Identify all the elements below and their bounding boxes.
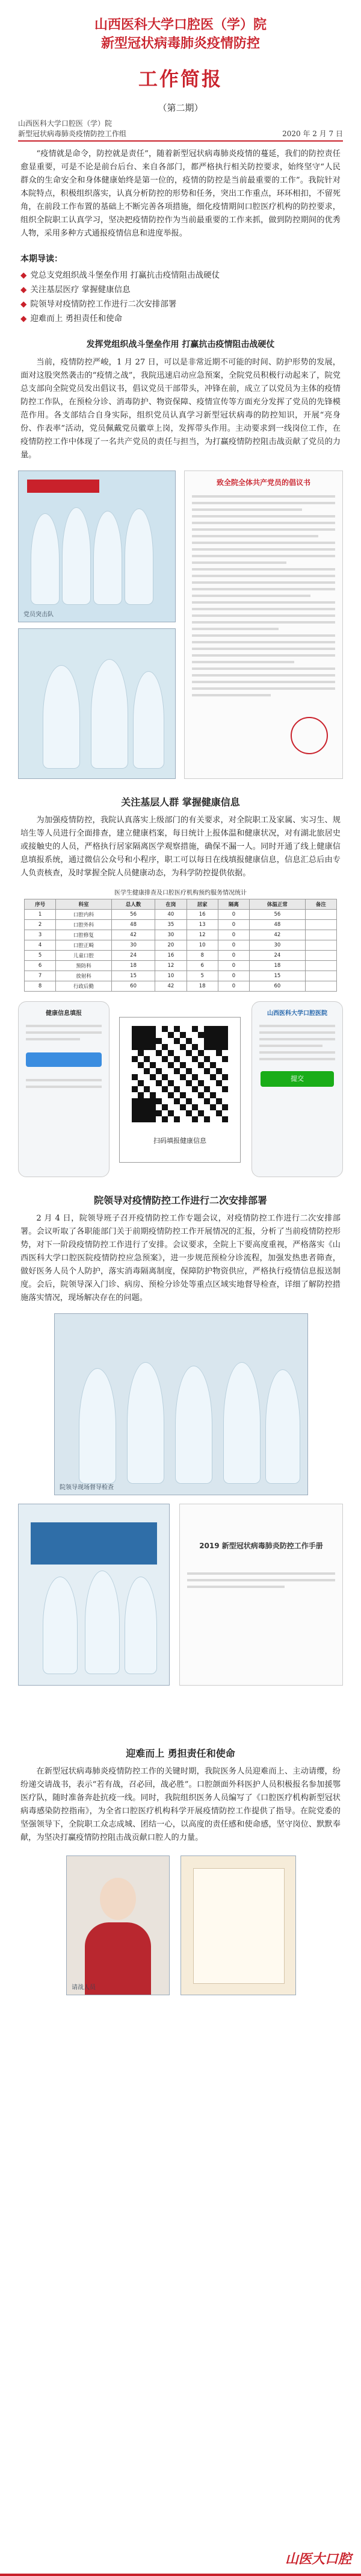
- app-title: 山西医科大学口腔医院: [267, 1010, 327, 1017]
- table-cell: 1: [25, 910, 56, 920]
- toc-item[interactable]: ◆ 党总支党组织战斗堡垒作用 打赢抗击疫情阻击战硬仗: [20, 270, 220, 280]
- table-cell: 42: [155, 981, 187, 992]
- stat-table: [24, 899, 337, 992]
- table-cell: [305, 951, 336, 961]
- section2-paragraph: 为加强疫情防控，我院认真落实上级部门的有关要求，对全院职工及家属、实习生、规培生等人员进行全面排查，建立健康档案，每日统计上报体温和健康状况，对有湖北旅居史或接触史的人员，严格执行居家隔离医学观察措施，确保不漏一人。同时开通了线上健康信息填报系统，通过微信公众号和小程序，职工可以每日在线填报健康信息，信息汇总后由专人负责核查，及时掌握全院人员健康动态，为科学防控提供依据。: [20, 816, 341, 878]
- table-cell: 42: [111, 930, 155, 940]
- diamond-icon: ◆: [20, 285, 27, 295]
- header-divider: [18, 140, 343, 142]
- manual-document: [179, 1504, 343, 1686]
- app-screen: [251, 1001, 343, 1177]
- stat-table-block: [24, 887, 337, 992]
- table-cell: 儿童口腔: [56, 951, 112, 961]
- diamond-icon: ◆: [20, 299, 27, 309]
- table-cell: 口腔修复: [56, 930, 112, 940]
- hospital-logo: 山医大口腔: [285, 2551, 351, 2567]
- qr-code-panel[interactable]: [119, 1017, 241, 1163]
- portrait-photo: [66, 1855, 170, 1995]
- table-cell: 4: [25, 940, 56, 951]
- table-cell: 10: [187, 940, 218, 951]
- table-cell: 8: [25, 981, 56, 992]
- table-cell: 6: [25, 961, 56, 971]
- table-cell: 16: [187, 910, 218, 920]
- table-cell: 42: [250, 930, 306, 940]
- document-title: 2019 新型冠状病毒肺炎防控工作手册: [199, 1542, 323, 1550]
- table-cell: 行政后勤: [56, 981, 112, 992]
- table-cell: 口腔正畸: [56, 940, 112, 951]
- table-cell: 18: [250, 961, 306, 971]
- proposal-document: [184, 470, 343, 779]
- table-cell: 0: [218, 951, 249, 961]
- table-header-row: [25, 899, 337, 910]
- party-team-photo: [18, 470, 176, 622]
- table-cell: 0: [218, 981, 249, 992]
- section1-media: [18, 470, 343, 784]
- table-cell: [305, 971, 336, 981]
- photo-caption: 院领导现场督导检查: [60, 1484, 114, 1491]
- toc-title: 本期导读：: [20, 254, 63, 264]
- photo-caption: 党员突击队: [23, 611, 54, 618]
- table-cell: 18: [111, 961, 155, 971]
- section4-title: 迎难而上 勇担责任和使命: [126, 1748, 235, 1759]
- hospital-name: 山西医科大学口腔医（学）院: [94, 17, 267, 33]
- toc-item[interactable]: ◆ 院领导对疫情防控工作进行二次安排部署: [20, 299, 177, 309]
- section1-paragraph: 当前，疫情防控严峻，1 月 27 日，可以是非常近期不可能的时间、防护形势的发展，面对这股突然袭击的“疫情之战”，我院迅速启动应急预案，全院党员积极行动起来了，院党总支部向全院党员发出倡议书，倡议党员干部带头，冲锋在前，成立了以党员为主体的疫情防控工作队，在预检分诊、消毒防护、物资保障、疫情宣传等方面充分发挥了党员的先锋模范作用。各支部结合自身实际，组织党员认真学习新型冠状病毒的防控知识，开展“亮身份、作表率”活动，党员佩戴党员徽章上岗，发挥带头作用。主动要求到一线岗位工作，在疫情防控工作中体现了一名共产党员的责任与担当，为打赢疫情防控阻击战贡献了党员的力量。: [20, 358, 341, 460]
- table-cell: 60: [250, 981, 306, 992]
- bulletin-title: 工作简报: [138, 67, 223, 90]
- meta-block: [18, 119, 343, 139]
- table-row: [25, 981, 337, 992]
- table-row: [25, 951, 337, 961]
- table-cell: 0: [218, 961, 249, 971]
- section4-media: [18, 1855, 343, 2036]
- table-header: 体温正常: [250, 899, 306, 910]
- table-cell: 15: [111, 971, 155, 981]
- section2-media: [18, 1001, 343, 1182]
- table-cell: 15: [250, 971, 306, 981]
- table-cell: 30: [155, 930, 187, 940]
- toc-list: [20, 268, 341, 326]
- table-cell: 10: [155, 971, 187, 981]
- table-row: [25, 961, 337, 971]
- table-cell: 48: [250, 920, 306, 930]
- table-cell: 12: [155, 961, 187, 971]
- table-cell: 24: [111, 951, 155, 961]
- diamond-icon: ◆: [20, 314, 27, 324]
- table-header: 科室: [56, 899, 112, 910]
- submit-button[interactable]: 提交: [261, 1071, 334, 1087]
- table-header: 隔离: [218, 899, 249, 910]
- table-row: [25, 910, 337, 920]
- phone-screen: [18, 1001, 110, 1177]
- table-cell: 0: [218, 910, 249, 920]
- table-cell: 放射科: [56, 971, 112, 981]
- table-cell: 35: [155, 920, 187, 930]
- table-row: [25, 971, 337, 981]
- table-header: 备注: [305, 899, 336, 910]
- table-cell: 0: [218, 920, 249, 930]
- table-cell: [305, 920, 336, 930]
- photo-caption: 请战人员: [72, 1984, 96, 1991]
- bulletin-header: [0, 0, 361, 114]
- table-cell: [305, 910, 336, 920]
- section3-title: 院领导对疫情防控工作进行二次安排部署: [93, 1195, 267, 1206]
- table-cell: [305, 961, 336, 971]
- meta-org-line2: 新型冠状病毒肺炎疫情防控工作组: [18, 130, 127, 138]
- table-cell: 2: [25, 920, 56, 930]
- table-cell: 6: [187, 961, 218, 971]
- table-cell: 24: [250, 951, 306, 961]
- table-cell: 56: [250, 910, 306, 920]
- table-row: [25, 940, 337, 951]
- table-cell: 40: [155, 910, 187, 920]
- diamond-icon: ◆: [20, 270, 27, 280]
- table-cell: 口腔外科: [56, 920, 112, 930]
- meta-date: 2020 年 2 月 7 日: [282, 130, 343, 138]
- table-cell: 3: [25, 930, 56, 940]
- table-cell: 16: [155, 951, 187, 961]
- staff-photo: [18, 628, 176, 779]
- section3-paragraph: 2 月 4 日，院领导班子召开疫情防控工作专题会议，对疫情防控工作进行二次安排部署。会议听取了各职能部门关于前期疫情防控工作开展情况的汇报，分析了当前疫情防控形势，对下一阶段疫情防控工作进行了安排。会议要求，全院上下要高度重视，严格落实《山西医科大学口腔医院疫情防控应急预案》，进一步规范预检分诊流程，加强发热患者筛查，做好医务人员个人防护，落实消毒隔离制度，保障防护物资供应，严格执行疫情信息报送制度。会后，院领导深入门诊、病房、预检分诊处等重点区域实地督导检查，详细了解防控措施落实情况，现场解决存在的问题。: [20, 1214, 341, 1302]
- table-cell: 5: [187, 971, 218, 981]
- table-cell: 56: [111, 910, 155, 920]
- table-cell: 0: [218, 930, 249, 940]
- table-cell: 预防科: [56, 961, 112, 971]
- toc-item[interactable]: ◆ 迎难而上 勇担责任和使命: [20, 314, 123, 324]
- table-cell: 60: [111, 981, 155, 992]
- table-header: 总人数: [111, 899, 155, 910]
- qr-code-icon: [132, 1026, 228, 1122]
- clinic-photo: [18, 1504, 170, 1686]
- table-row: [25, 920, 337, 930]
- section3-media: [18, 1313, 343, 1735]
- toc-item[interactable]: ◆ 关注基层医疗 掌握健康信息: [20, 285, 131, 295]
- section4-paragraph: 在新型冠状病毒肺炎疫情防控工作的关键时期，我院医务人员迎难而上、主动请缨，纷纷递交请战书，表示“若有战，召必回，战必胜”。口腔颌面外科医护人员积极报名参加援鄂医疗队，随时准备奔赴抗疫一线。同时，我院组织医务人员编写了《口腔医疗机构新型冠状病毒感染防控指南》，为全省口腔医疗机构科学开展疫情防控工作提供了指导。在院党委的坚强领导下，全院职工众志成城、团结一心，以高度的责任感和使命感，坚守岗位、默默奉献，为坚决打赢疫情防控阻击战贡献口腔人的力量。: [20, 1767, 341, 1842]
- inspection-photo: [54, 1313, 308, 1495]
- table-cell: 12: [187, 930, 218, 940]
- header-subtitle: 新型冠状病毒肺炎疫情防控: [100, 36, 260, 51]
- section1-title: 发挥党组织战斗堡垒作用 打赢抗击疫情阻击战硬仗: [86, 340, 275, 349]
- issue-number: （第二期）: [158, 102, 203, 113]
- table-cell: 48: [111, 920, 155, 930]
- table-header: 序号: [25, 899, 56, 910]
- table-cell: 5: [25, 951, 56, 961]
- phone-title: 健康信息填报: [46, 1010, 82, 1017]
- meta-org-line1: 山西医科大学口腔医（学）院: [18, 119, 113, 128]
- seal-icon: [291, 717, 328, 754]
- table-cell: [305, 940, 336, 951]
- table-cell: 0: [218, 940, 249, 951]
- table-cell: 18: [187, 981, 218, 992]
- table-cell: [305, 930, 336, 940]
- table-cell: 口腔内科: [56, 910, 112, 920]
- table-cell: 7: [25, 971, 56, 981]
- document-title: 致全院全体共产党员的倡议书: [216, 478, 310, 487]
- table-header: 居家: [187, 899, 218, 910]
- footer-divider: [0, 2574, 361, 2576]
- table-cell: [305, 981, 336, 992]
- qr-caption: 扫码填报健康信息: [153, 1137, 206, 1145]
- table-cell: 8: [187, 951, 218, 961]
- table-title: 医学生健康排查及口腔医疗机构预约服务情况统计: [114, 890, 247, 896]
- table-cell: 30: [111, 940, 155, 951]
- letter-photo: [180, 1855, 296, 1995]
- table-cell: 13: [187, 920, 218, 930]
- table-row: [25, 930, 337, 940]
- section2-title: 关注基层人群 掌握健康信息: [121, 796, 240, 808]
- table-cell: 0: [218, 971, 249, 981]
- intro-paragraph: “疫情就是命令，防控就是责任”，随着新型冠状病毒肺炎疫情的蔓延，我们的防控责任愈显重要，可是不论是前台后台、来自各部门，都严格执行相关防控要求，始终坚守“人民群众的生命安全和身体健康始终是第一位的，疫情的防控是当前最重要的工作”。我院针对本院特点，积极组织落实，认真分析防控的形势和任务，突出工作重点，环环相扣，不留死角，在前段工作布置的基础上不断完善各项措施，细化疫情期间口腔医疗机构的防控要求，组织全院职工认真学习，坚决把疫情防控作为当前最重要的工作来抓，做到防控期间的优秀人物，采用多种方式通报疫情信息和进度举报。: [20, 149, 341, 238]
- table-cell: 20: [155, 940, 187, 951]
- table-cell: 30: [250, 940, 306, 951]
- table-header: 在岗: [155, 899, 187, 910]
